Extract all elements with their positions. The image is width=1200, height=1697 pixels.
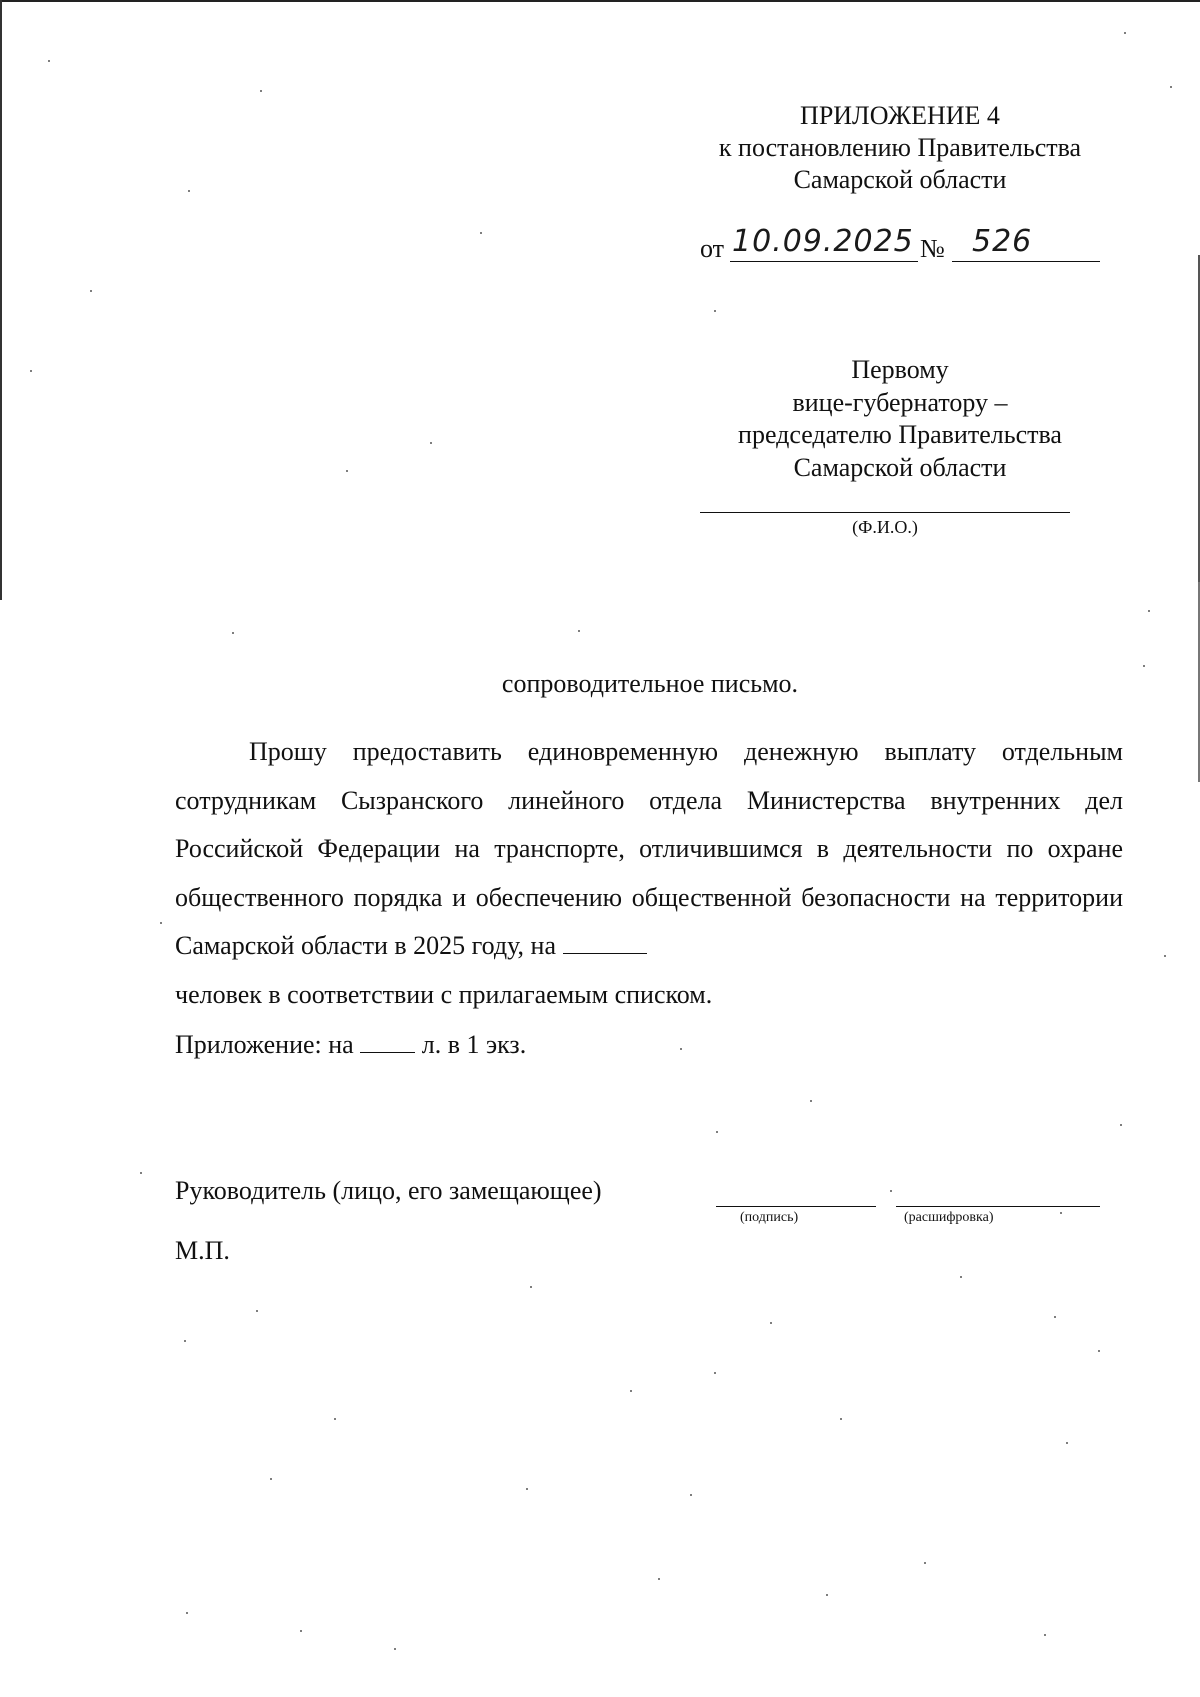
scan-speck <box>1148 610 1150 612</box>
number-handwritten: 526 <box>972 224 1033 259</box>
scan-speck <box>30 370 32 372</box>
fio-caption: (Ф.И.О.) <box>852 517 918 537</box>
scan-speck <box>1120 1124 1122 1126</box>
body-paragraph-text: Прошу предоставить единовременную денежную выплату отдельным сотрудникам Сызранского линейного отдела Министерства внутренних дел Российской Федерации на транспорте, отличившимся в деятельности по охране общественного порядка и обеспечению общественной безопасности на территории Самарской области в 2025 году, на <box>175 737 1123 960</box>
date-handwritten: 10.09.2025 <box>732 224 914 259</box>
appendix-line-1: к постановлению Правительства <box>718 133 1082 162</box>
scan-speck <box>1164 955 1166 957</box>
signature-caption: (подпись) <box>740 1210 799 1225</box>
number-field <box>952 225 1100 262</box>
attachment-suffix: л. в 1 экз. <box>421 1030 527 1059</box>
scan-speck <box>394 1648 396 1650</box>
addressee-line-3: председателю Правительства <box>738 420 1062 449</box>
scan-speck <box>260 90 262 92</box>
body-paragraph <box>175 728 1123 1019</box>
scan-speck <box>1170 86 1172 88</box>
scan-edge-left <box>0 0 2 600</box>
scan-speck <box>770 1322 772 1324</box>
scan-speck <box>232 632 234 634</box>
body-paragraph-tail: человек в соответствии с прилагаемым списком. <box>175 979 713 1009</box>
decode-underline <box>896 1206 1100 1207</box>
scan-speck <box>1044 1634 1046 1636</box>
scan-speck <box>346 470 348 472</box>
number-prefix: № <box>920 234 945 263</box>
appendix-title: ПРИЛОЖЕНИЕ 4 <box>800 101 1000 130</box>
scan-speck <box>714 310 716 312</box>
scan-speck <box>48 60 50 62</box>
fio-underline <box>700 512 1070 513</box>
addressee-line-2: вице-губернатору – <box>792 387 1008 417</box>
scan-speck <box>1066 1442 1068 1444</box>
scan-speck <box>630 1390 632 1392</box>
scan-speck <box>690 1494 692 1496</box>
date-prefix: от <box>700 234 725 263</box>
stamp-place-label: М.П. <box>175 1236 230 1265</box>
scan-speck <box>334 1418 336 1420</box>
scan-speck <box>714 1372 716 1374</box>
scan-speck <box>810 1100 812 1102</box>
addressee-line-4: Самарской области <box>793 452 1007 482</box>
scan-speck <box>1124 32 1126 34</box>
people-count-blank <box>563 933 647 954</box>
scan-speck <box>1054 1316 1056 1318</box>
date-number-row <box>700 224 1100 274</box>
scan-speck <box>90 290 92 292</box>
attachment-pages-blank <box>360 1032 415 1053</box>
scan-speck <box>1060 1212 1062 1214</box>
scan-speck <box>716 1131 718 1133</box>
date-field <box>730 225 918 262</box>
scan-speck <box>270 1478 272 1480</box>
scan-speck <box>840 1418 842 1420</box>
scan-speck <box>526 1488 528 1490</box>
scan-speck <box>140 1172 142 1174</box>
addressee-line-1: Первому <box>851 355 949 384</box>
scan-speck <box>186 1612 188 1614</box>
scan-speck <box>680 1048 682 1050</box>
subject-line: сопроводительное письмо. <box>501 669 799 698</box>
scan-speck <box>480 232 482 234</box>
scan-speck <box>960 1276 962 1278</box>
scan-speck <box>160 922 162 924</box>
scan-speck <box>658 1578 660 1580</box>
scan-speck <box>890 1190 892 1192</box>
scan-speck <box>924 1562 926 1564</box>
scan-speck <box>530 1286 532 1288</box>
addressee-block <box>690 354 1110 484</box>
scan-speck <box>1098 1350 1100 1352</box>
scan-edge-top <box>0 0 1200 2</box>
decode-caption: (расшифровка) <box>904 1210 994 1225</box>
signature-underline <box>716 1206 876 1207</box>
scan-speck <box>188 190 190 192</box>
appendix-header <box>690 100 1110 196</box>
scan-speck <box>430 442 432 444</box>
scan-speck <box>1143 665 1145 667</box>
appendix-line-2: Самарской области <box>793 165 1007 194</box>
scan-speck <box>826 1594 828 1596</box>
attachment-line <box>175 1030 526 1060</box>
scan-speck <box>256 1310 258 1312</box>
scan-speck <box>578 630 580 632</box>
signatory-label: Руководитель (лицо, его замещающее) <box>175 1176 602 1205</box>
scan-speck <box>184 1340 186 1342</box>
scan-speck <box>300 1630 302 1632</box>
attachment-prefix: Приложение: на <box>175 1030 354 1059</box>
